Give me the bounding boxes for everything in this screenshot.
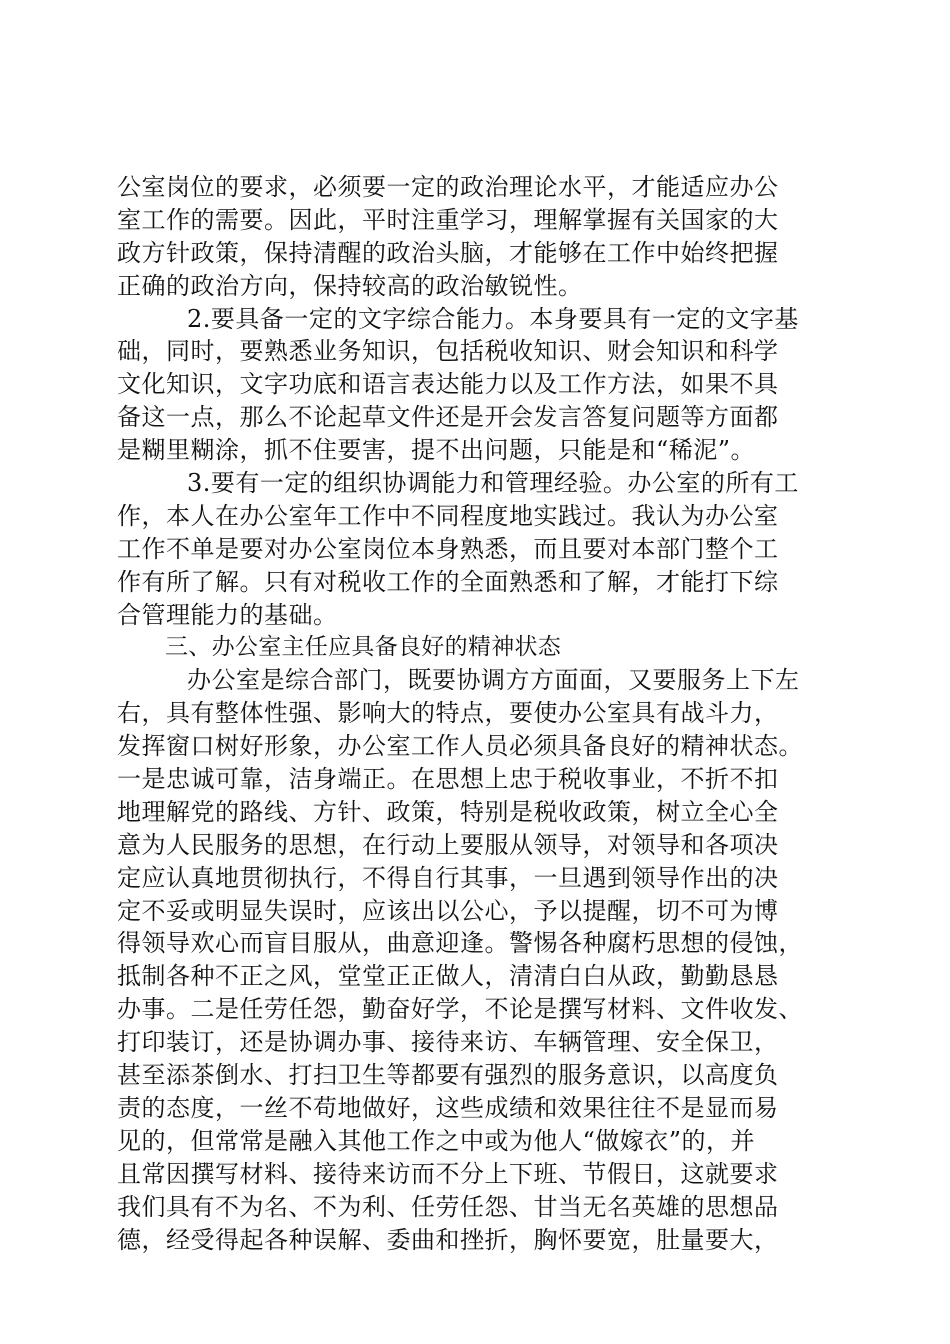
text-line: 抵制各种不正之风，堂堂正正做人，清清白白从政，勤勤恳恳 (117, 962, 779, 991)
text-line: 作，本人在办公室年工作中不同程度地实践过。我认为办公室 (117, 501, 779, 530)
text-line: 3.要有一定的组织协调能力和管理经验。办公室的所有工 (187, 469, 799, 498)
text-line: 右，具有整体性强、影响大的特点，要使办公室具有战斗力， (117, 699, 779, 728)
text-line: 意为人民服务的思想，在行动上要服从领导，对领导和各项决 (117, 830, 779, 859)
text-line: 办公室是综合部门，既要协调方方面面，又要服务上下左 (187, 666, 800, 695)
text-line: 政方针政策，保持清醒的政治头脑，才能够在工作中始终把握 (117, 238, 779, 267)
text-line: 见的，但常常是融入其他工作之中或为他人“做嫁衣”的，并 (117, 1126, 756, 1155)
text-line: 是糊里糊涂，抓不住要害，提不出问题，只能是和“稀泥”。 (117, 436, 756, 465)
text-line: 文化知识，文字功底和语言表达能力以及工作方法，如果不具 (117, 370, 779, 399)
text-line: 德，经受得起各种误解、委曲和挫折，胸怀要宽，肚量要大， (117, 1225, 779, 1254)
text-line: 三、办公室主任应具备良好的精神状态 (165, 634, 562, 661)
text-line: 正确的政治方向，保持较高的政治敏锐性。 (117, 271, 583, 300)
text-line: 我们具有不为名、不为利、任劳任怨、甘当无名英雄的思想品 (117, 1192, 779, 1221)
text-line: 定不妥或明显失误时，应该出以公心，予以提醒，切不可为博 (117, 896, 779, 925)
text-line: 且常因撰写材料、接待来访而不分上下班、节假日，这就要求 (117, 1159, 779, 1188)
text-line: 工作不单是要对办公室岗位本身熟悉，而且要对本部门整个工 (117, 534, 779, 563)
text-line: 地理解党的路线、方针、政策，特别是税收政策，树立全心全 (117, 797, 779, 826)
text-line: 合管理能力的基础。 (117, 600, 338, 629)
text-line: 作有所了解。只有对税收工作的全面熟悉和了解，才能打下综 (117, 567, 779, 596)
text-line: 甚至添茶倒水、打扫卫生等都要有强烈的服务意识，以高度负 (117, 1061, 779, 1090)
text-line: 备这一点，那么不论起草文件还是开会发言答复问题等方面都 (117, 403, 779, 432)
text-line: 定应认真地贯彻执行，不得自行其事，一旦遇到领导作出的决 (117, 863, 779, 892)
text-line: 公室岗位的要求，必须要一定的政治理论水平，才能适应办公 (117, 173, 779, 201)
text-line: 办事。二是任劳任怨，勤奋好学，不论是撰写材料、文件收发、 (117, 995, 803, 1024)
document-body (117, 171, 837, 1256)
text-line: 得领导欢心而盲目服从，曲意迎逢。警惕各种腐朽思想的侵蚀， (117, 929, 803, 958)
text-line: 打印装订，还是协调办事、接待来访、车辆管理、安全保卫， (117, 1028, 779, 1057)
text-line: 发挥窗口树好形象，办公室工作人员必须具备良好的精神状态。 (117, 732, 803, 761)
text-line: 室工作的需要。因此，平时注重学习，理解掌握有关国家的大 (117, 205, 779, 234)
text-line: 责的态度，一丝不苟地做好，这些成绩和效果往往不是显而易 (117, 1093, 779, 1122)
text-line: 础，同时，要熟悉业务知识，包括税收知识、财会知识和科学 (117, 337, 779, 366)
text-line: 2.要具备一定的文字综合能力。本身要具有一定的文字基 (187, 304, 799, 333)
text-line: 一是忠诚可靠，洁身端正。在思想上忠于税收事业，不折不扣 (117, 765, 779, 794)
